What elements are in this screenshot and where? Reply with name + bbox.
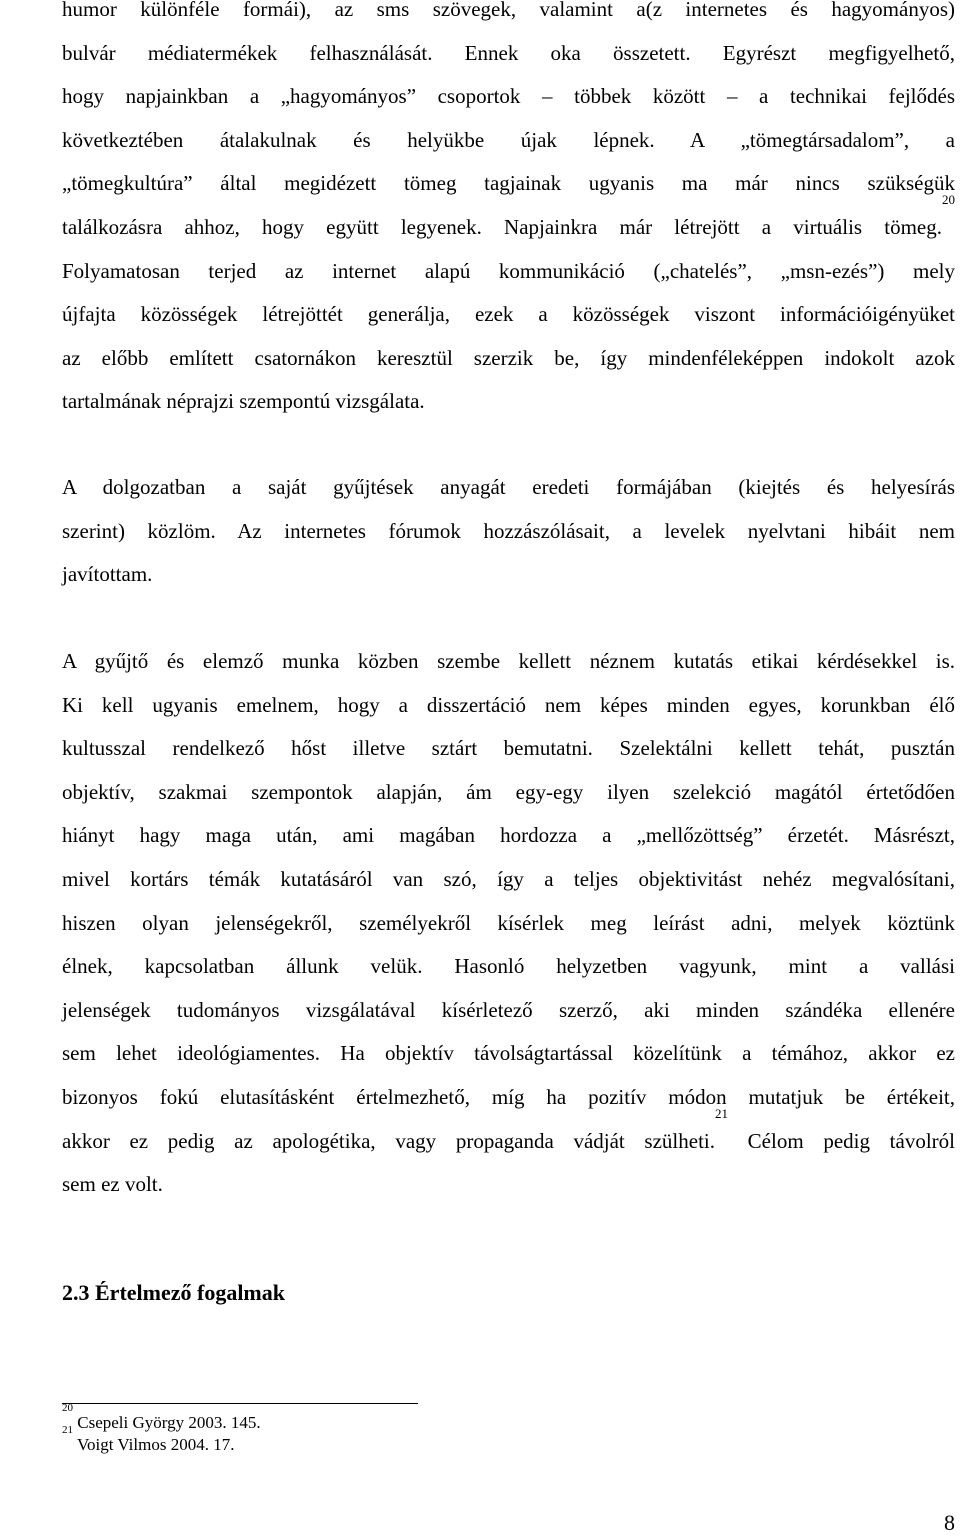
- text-line: hiányt hagy maga után, ami magában hordozza a „mellőzöttség” érzetét. Másrészt,: [62, 823, 955, 848]
- text-fragment: Célom pedig távolról: [728, 1128, 955, 1153]
- text-line: Folyamatosan terjed az internet alapú kommunikáció („chatelés”, „msn-ezés”) mely: [62, 258, 955, 283]
- text-line: bizonyos fokú elutasításként értelmezhető, míg ha pozitív módon mutatjuk be értékeit,: [62, 1084, 955, 1109]
- text-line: sem lehet ideológiamentes. Ha objektív távolságtartással közelítünk a témához, akkor ez: [62, 1041, 955, 1066]
- text-line: Ki kell ugyanis emelnem, hogy a disszertáció nem képes minden egyes, korunkban élő: [62, 692, 955, 717]
- footnote-ref-20[interactable]: 20: [942, 191, 955, 207]
- text-line: mivel kortárs témák kutatásáról van szó, így a teljes objektivitást nehéz megvalósítani,: [62, 866, 955, 891]
- footnote-20: [62, 1402, 261, 1434]
- paragraph-3: [62, 640, 955, 1207]
- text-line: [62, 191, 955, 250]
- footnote-21: [62, 1424, 261, 1456]
- text-line: javítottam.: [62, 562, 153, 587]
- text-line: „tömegkultúra” által megidézett tömeg tagjainak ugyanis ma már nincs szükségük: [62, 171, 955, 196]
- page-number: 8: [944, 1510, 955, 1535]
- footnote-divider: [62, 1403, 418, 1404]
- section-heading: 2.3 Értelmező fogalmak: [62, 1280, 285, 1305]
- footnote-text: Voigt Vilmos 2004. 17.: [73, 1435, 235, 1454]
- text-line: szerint) közlöm. Az internetes fórumok hozzászólásait, a levelek nyelvtani hibáit nem: [62, 518, 955, 543]
- text-line: újfajta közösségek létrejöttét generálja, ezek a közösségek viszont információigényüket: [62, 302, 955, 327]
- text-line: A gyűjtő és elemző munka közben szembe kellett néznem kutatás etikai kérdésekkel is.: [62, 649, 955, 673]
- text-line: hogy napjainkban a „hagyományos” csoportok – többek között – a technikai fejlődés: [62, 84, 955, 109]
- footnote-text: Csepeli György 2003. 145.: [73, 1413, 261, 1432]
- text-line: jelenségek tudományos vizsgálatával kísérletező szerző, aki minden szándéka ellenére: [62, 997, 955, 1022]
- text-line: az előbb említett csatornákon keresztül szerzik be, így mindenféleképpen indokolt azok: [62, 345, 955, 370]
- text-fragment: akkor ez pedig az apologétika, vagy propaganda vádját szülheti.: [62, 1128, 715, 1153]
- text-line: objektív, szakmai szempontok alapján, ám egy-egy ilyen szelekció magától értetődően: [62, 779, 955, 804]
- footnote-number: 20: [62, 1402, 73, 1414]
- text-line: humor különféle formái), az sms szövegek, valamint a(z internetes és hagyományos): [62, 0, 955, 21]
- text-line: [62, 1105, 955, 1164]
- footnote-ref-21[interactable]: 21: [715, 1105, 728, 1121]
- text-line: tartalmának néprajzi szempontú vizsgálata.: [62, 389, 425, 414]
- footnote-number: 21: [62, 1424, 73, 1436]
- text-line: sem ez volt.: [62, 1172, 163, 1197]
- paragraph-1: [62, 0, 955, 424]
- text-line: bulvár médiatermékek felhasználását. Ennek oka összetett. Egyrészt megfigyelhető,: [62, 40, 955, 65]
- text-line: A dolgozatban a saját gyűjtések anyagát eredeti formájában (kiejtés és helyesírás: [62, 475, 955, 499]
- text-line: hiszen olyan jelenségekről, személyekről kísérlek meg leírást adni, melyek köztünk: [62, 910, 955, 935]
- text-line: kultusszal rendelkező hőst illetve sztárt bemutatni. Szelektálni kellett tehát, pusztán: [62, 736, 955, 761]
- text-line: élnek, kapcsolatban állunk velük. Hasonló helyzetben vagyunk, mint a vallási: [62, 954, 955, 979]
- paragraph-2: [62, 466, 955, 597]
- text-line: következtében átalakulnak és helyükbe újak lépnek. A „tömegtársadalom”, a: [62, 127, 955, 152]
- text-fragment: találkozásra ahhoz, hogy együtt legyenek. Napjainkra már létrejött a virtuális tömeg.: [62, 214, 942, 239]
- footnotes: [62, 1402, 261, 1456]
